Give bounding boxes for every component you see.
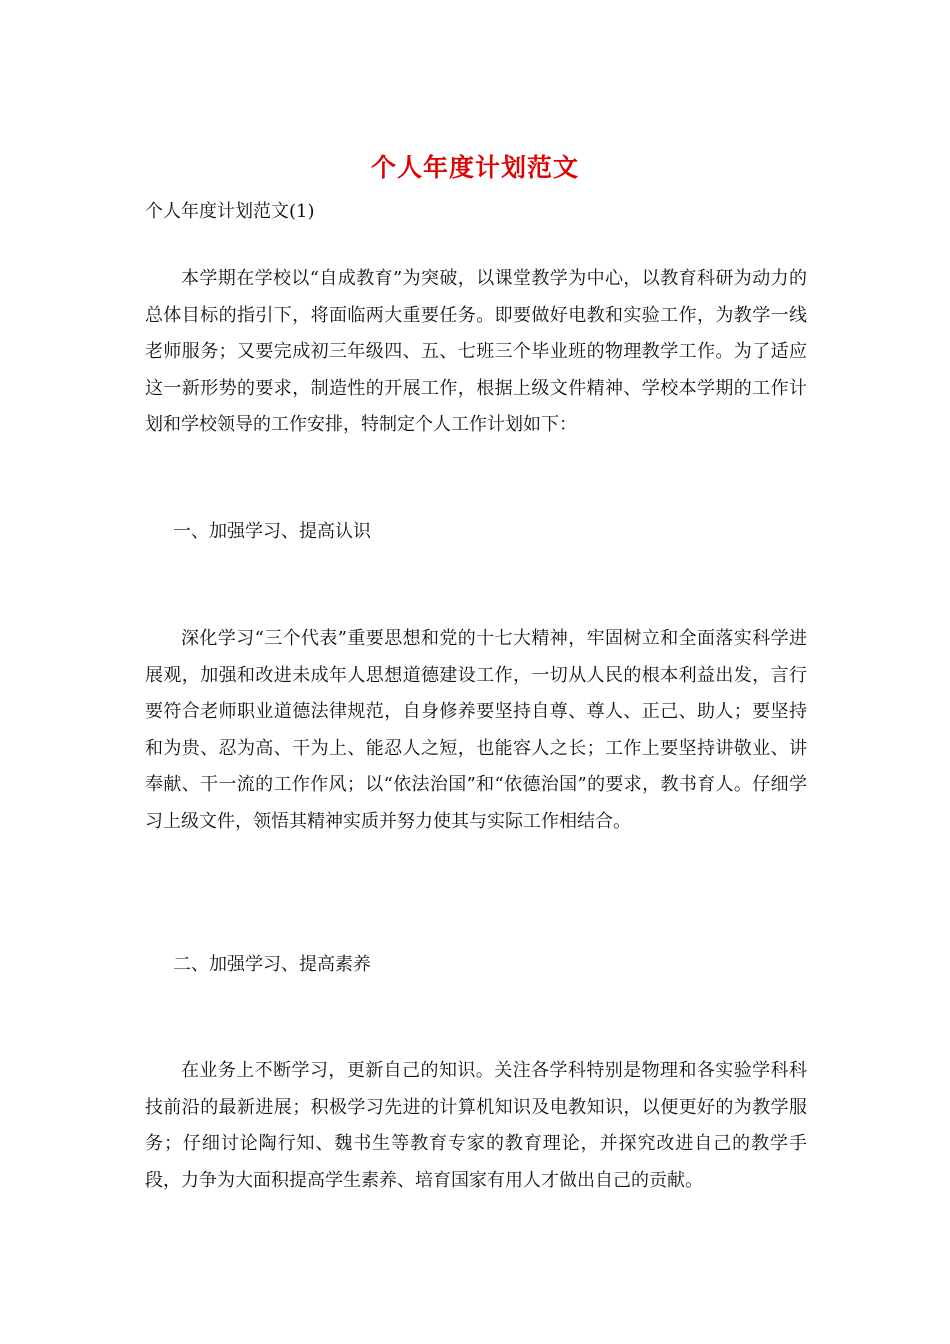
document-subtitle: 个人年度计划范文(1): [145, 201, 315, 222]
document-title: 个人年度计划范文: [370, 153, 579, 182]
section-2-heading: 二、加强学习、提高素养: [173, 954, 371, 975]
section-1-heading: 一、加强学习、提高认识: [173, 521, 371, 542]
section-1-body: 深化学习“三个代表”重要思想和党的十七大精神，牢固树立和全面落实科学进展观，加强和改进未成年人思想道德建设工作，一切从人民的根本利益出发，言行要符合老师职业道德法律规范，自身修养要坚持自尊、尊人、正己、助人；要坚持和为贵、忍为高、干为上、能忍人之短，也能容人之长；工作上要坚持讲敬业、讲奉献、干一流的工作作风；以“依法治国”和“依德治国”的要求，教书育人。仔细学习上级文件，领悟其精神实质并努力使其与实际工作相结合。: [145, 628, 807, 832]
section-2-body: 在业务上不断学习，更新自己的知识。关注各学科特别是物理和各实验学科科技前沿的最新进展；积极学习先进的计算机知识及电教知识，以便更好的为教学服务；仔细讨论陶行知、魏书生等教育专家的教育理论，并探究改进自己的教学手段，力争为大面积提高学生素养、培育国家有用人才做出自己的贡献。: [145, 1060, 807, 1191]
intro-paragraph: 本学期在学校以“自成教育”为突破，以课堂教学为中心，以教育科研为动力的总体目标的指引下，将面临两大重要任务。即要做好电教和实验工作，为教学一线老师服务；又要完成初三年级四、五、七班三个毕业班的物理教学工作。为了适应这一新形势的要求，制造性的开展工作，根据上级文件精神、学校本学期的工作计划和学校领导的工作安排，特制定个人工作计划如下：: [145, 268, 807, 436]
